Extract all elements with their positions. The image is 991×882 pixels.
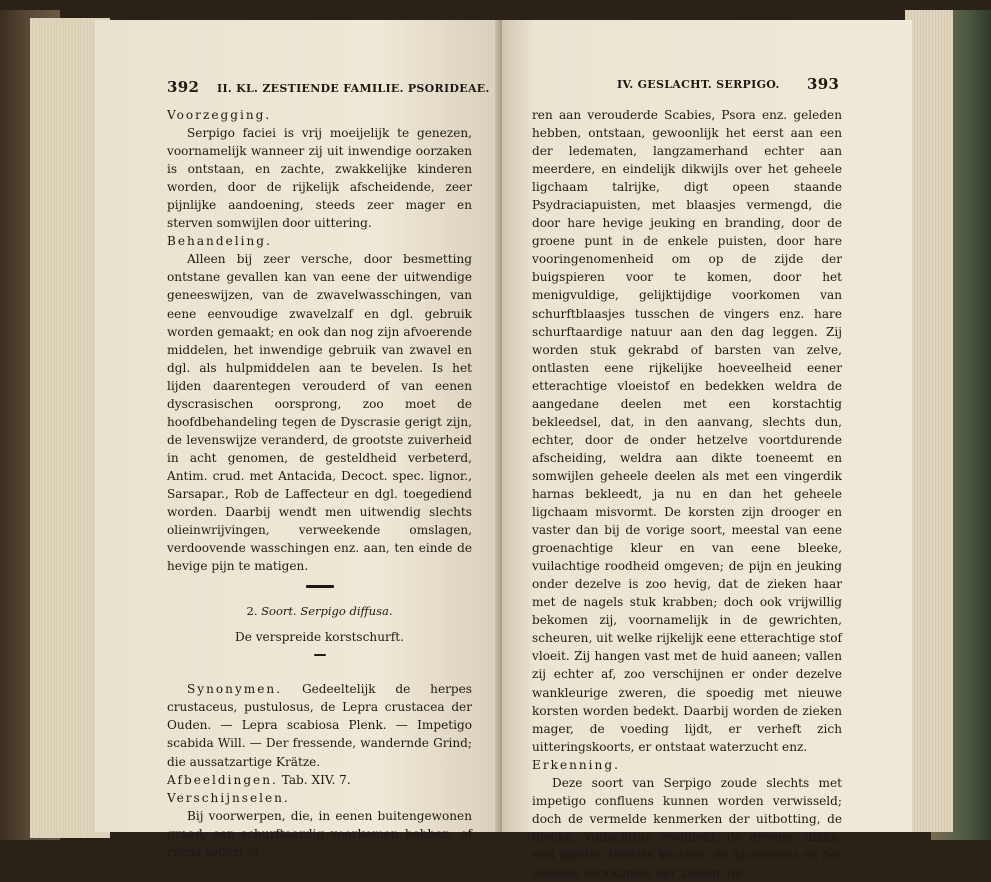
left-page-header — [167, 78, 497, 96]
heading-erkenning: Erkenning. — [532, 757, 620, 772]
page-stack-right — [905, 10, 953, 832]
running-head-right: IV. GESLACHT. SERPIGO. — [617, 78, 780, 91]
section-name: Serpigo diffusa. — [300, 604, 393, 619]
paragraph-voorzegging: Serpigo faciei is vrij moeijelijk te genezen, voornamelijk wanneer zij uit inwendige oorzaken is ontstaan, en zachte, zwakkelijke kinderen worden, door de rijkelijk afscheidende, zeer pijnlijke aandoening, steeds zeer mager en sterven somwijlen door uittering. — [167, 126, 472, 231]
running-head-left: II. KL. ZESTIENDE FAMILIE. PSORIDEAE. — [217, 82, 490, 95]
right-page-header — [617, 75, 847, 93]
right-page — [502, 20, 912, 880]
afbeeldingen-text: Tab. XIV. 7. — [281, 772, 351, 787]
page-number-left: 392 — [167, 78, 200, 96]
paragraph-afbeeldingen — [167, 771, 472, 789]
section-label: Soort. — [261, 604, 297, 619]
paragraph-continued: ren aan verouderde Scabies, Psora enz. geleden hebben, ontstaan, gewoonlijk het eerst aan een der ledematen, langzamerhand echter aan meerdere, en eindelijk dikwijls over het geheele ligchaam talrijke, digt opeen staande Psydraciapuisten, met blaasjes vermengd, die door hare hevige jeuking en branding, door de groene punt in de enkele puisten, door hare vooringenomenheid om op de zijde der buigspieren voor te komen, door het menigvuldige, gelijktijdige voorkomen van schurftblaasjes tusschen de vingers enz. hare schurftaardige natuur aan den dag leggen. Zij worden stuk gekrabd of barsten van zelve, ontlasten eene rijkelijke hoeveelheid eener etterachtige vloeistof en bedekken weldra de aangedane deelen met een korstachtig bekleedsel, dat, in den aanvang, slechts dun, echter, door de onder hetzelve voortdurende afscheiding, weldra aan dikte toeneemt en somwijlen geheele deelen als met een vingerdik harnas bekleedt, ja nu en dan het geheele ligchaam misvormt. De korsten zijn drooger en vaster dan bij de vorige soort, meestal van eene groenachtige kleur en van eene bleeke, vuilachtige roodheid omgeven; de pijn en jeuking onder dezelve is zoo hevig, dat de zieken haar met de nagels stuk krabben; doch ook vrijwillig bekomen zij, voornamelijk in de gewrichten, scheuren, uit welke rijkelijk eene etterachtige stof vloeit. Zij hangen vast met de huid aaneen; vallen zij echter af, zoo verschijnen er onder dezelve wankleurige zweren, die spoedig met nieuwe korsten worden bedekt. Daarbij worden de zieken mager, de voeding lijdt, er verheft zich uitteringskoorts, er ontstaat waterzucht enz. — [532, 108, 842, 754]
section-number: 2. — [246, 604, 258, 619]
paragraph-erkenning: Deze soort van Serpigo zoude slechts met impetigo confluens kunnen worden verwisseld; doch de vermelde kenmerken der uitbotting, de bleeke, vuilachtige roodheid, de groene, dikke, met spleten bezette korsten, de Anamnesis en het geheele voorkomen der zieken, de — [532, 775, 842, 880]
paragraph-behandeling: Alleen bij zeer versche, door besmetting ontstane gevallen kan van eene der uitwendige geneeswijzen, van de zwavelwasschingen, van eene eenvoudige zwavelzalf en dgl. gebruik worden gemaakt; en ook dan nog zijn afvoerende middelen, het inwendige gebruik van zwavel en dgl. als hulpmiddelen aan te bevelen. Is het lijden daarentegen verouderd of van eenen dyscrasischen oorsprong, zoo moet de hoofdbehandeling tegen de Dyscrasie gerigt zijn, de levenswijze veranderd, de grootste zuiverheid in acht genomen, de gesteldheid verbeterd, Antim. crud. met Antacida, Decoct. spec. lignor., Sarsapar., Rob de Laffecteur en dgl. toegediend worden. Daarbij wendt men uitwendig slechts olieinwrijvingen, verweekende omslagen, verdoovende wasschingen enz. aan, ten einde de hevige pijn te matigen. — [167, 252, 472, 574]
subtitle-divider — [314, 654, 326, 656]
section-title — [167, 602, 472, 620]
left-page-body — [167, 106, 472, 861]
heading-verschijnselen: Verschijnselen. — [167, 790, 290, 805]
right-page-body — [532, 106, 842, 882]
section-divider — [306, 585, 334, 588]
section-subtitle: De verspreide korstschurft. — [235, 630, 404, 645]
paragraph-verschijnselen: Bij voorwerpen, die, in eenen buitengewonen graad, een schurftaardig voorkomen hebben, of reeds sedert ja- — [167, 808, 472, 859]
page-number-right: 393 — [807, 75, 840, 93]
heading-behandeling: Behandeling. — [167, 234, 272, 249]
left-page — [95, 20, 500, 859]
paragraph-synonymen — [167, 680, 472, 770]
heading-voorzegging: Voorzegging. — [167, 108, 272, 122]
heading-afbeeldingen: Afbeeldingen. — [167, 772, 278, 787]
synonymen-text: Gedeeltelijk de herpes crustaceus, pustulosus, de Lepra crustacea der Ouden. — Lepra scabiosa Plenk. — Impetigo scabida Will. — Der fressende, wandernde Grind; die aussatzartige Krätze. — [167, 682, 472, 769]
heading-synonymen: Synonymen. — [187, 682, 283, 697]
